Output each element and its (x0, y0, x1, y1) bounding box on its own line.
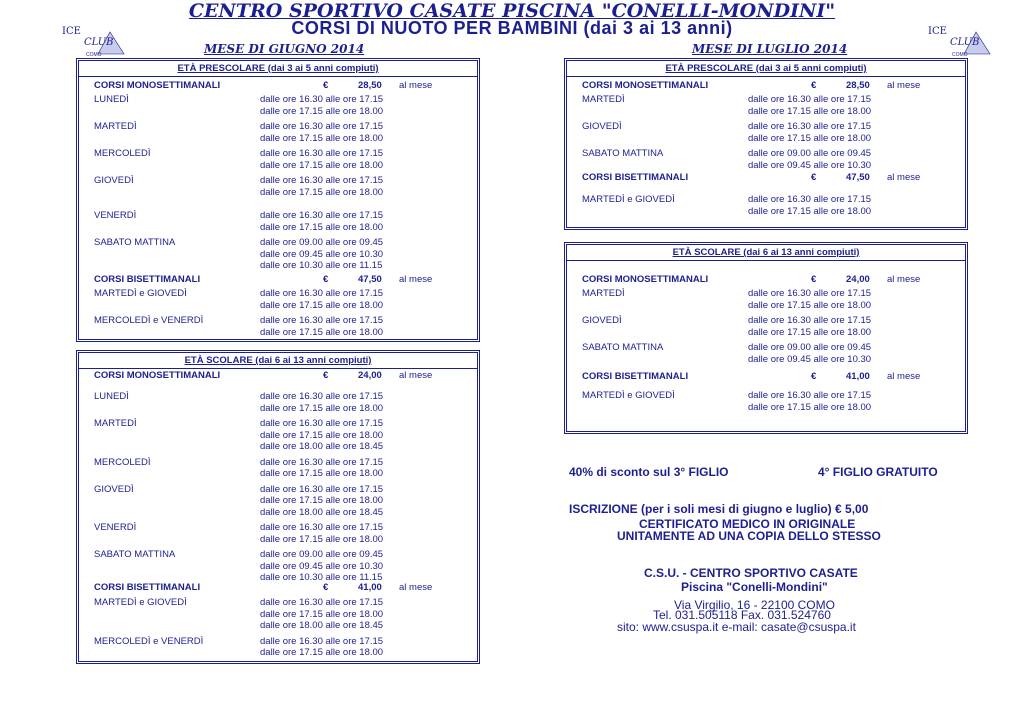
day-label: VENERDÌ (94, 210, 137, 221)
time-slot: dalle ore 16.30 alle ore 17.15 (260, 483, 384, 495)
price-value: 24,00 (846, 274, 870, 285)
contact-web-email[interactable]: sito: www.csuspa.it e-mail: casate@csuspa.it (617, 620, 856, 634)
time-slot: dalle ore 09.45 alle ore 10.30 (260, 248, 384, 260)
logo-ice-text: ICE (62, 26, 81, 37)
june-prescolare-box (76, 58, 480, 342)
time-slot: dalle ore 16.30 alle ore 17.15 (260, 391, 384, 402)
day-label: GIOVEDÌ (582, 121, 622, 132)
section-header: ETÀ PRESCOLARE (dai 3 ai 5 anni compiuti) (665, 63, 867, 74)
course-type-label: CORSI MONOSETTIMANALI (582, 274, 709, 285)
day-label: MARTEDÌ (582, 94, 625, 105)
time-slot: dalle ore 16.30 alle ore 17.15 (260, 522, 384, 533)
time-slot: dalle ore 16.30 alle ore 17.15 (260, 148, 384, 159)
price-value: 24,00 (358, 370, 382, 381)
section-divider (79, 76, 477, 77)
section-divider (567, 260, 965, 261)
time-slot: dalle ore 17.15 alle ore 18.00 (748, 299, 872, 311)
time-slot: dalle ore 18.00 alle ore 18.45 (260, 620, 384, 631)
month-label-june: MESE DI GIUGNO 2014 (204, 42, 365, 56)
page-title: CENTRO SPORTIVO CASATE PISCINA "CONELLI-MONDINI" (188, 0, 836, 22)
price-value: 41,00 (846, 371, 870, 382)
time-slot: dalle ore 16.30 alle ore 17.15 (748, 390, 872, 401)
euro-sign: € (811, 274, 817, 285)
time-slot: dalle ore 17.15 alle ore 18.00 (260, 608, 384, 620)
day-label: MARTEDÌ e GIOVEDÌ (582, 194, 675, 205)
month-label-july: MESE DI LUGLIO 2014 (692, 42, 848, 56)
time-slot: dalle ore 09.00 alle ore 09.45 (260, 549, 384, 560)
time-slot: dalle ore 16.30 alle ore 17.15 (260, 315, 384, 326)
day-label: MARTEDÌ (582, 288, 625, 299)
time-slot: dalle ore 16.30 alle ore 17.15 (748, 288, 872, 299)
time-slot: dalle ore 09.00 alle ore 09.45 (748, 148, 872, 159)
price-unit: al mese (887, 371, 921, 382)
section-header: ETÀ PRESCOLARE (dai 3 ai 5 anni compiuti) (177, 63, 379, 74)
time-slot: dalle ore 10.30 alle ore 11.15 (260, 260, 383, 271)
euro-sign: € (323, 80, 329, 91)
day-label: SABATO MATTINA (94, 549, 176, 560)
time-slot: dalle ore 16.30 alle ore 17.15 (748, 121, 872, 132)
time-slot: dalle ore 09.00 alle ore 09.45 (748, 342, 872, 353)
certificato-note: CERTIFICATO MEDICO IN ORIGINALE (639, 517, 856, 531)
time-slot: dalle ore 17.15 alle ore 18.00 (260, 132, 384, 144)
course-type-label: CORSI BISETTIMANALI (582, 371, 689, 382)
euro-sign: € (811, 371, 817, 382)
time-slot: dalle ore 17.15 alle ore 18.00 (260, 468, 384, 479)
price-value: 28,50 (846, 80, 870, 91)
time-slot: dalle ore 18.00 alle ore 18.45 (260, 506, 384, 518)
price-unit: al mese (399, 370, 433, 381)
price-unit: al mese (887, 274, 921, 285)
time-slot: dalle ore 17.15 alle ore 18.00 (748, 105, 872, 117)
time-slot: dalle ore 16.30 alle ore 17.15 (260, 456, 384, 468)
section-divider (79, 368, 477, 369)
section-header: ETÀ SCOLARE (dai 6 ai 13 anni compiuti) (672, 247, 860, 258)
day-label: MARTEDÌ e GIOVEDÌ (582, 390, 675, 401)
logo-como-text: COMO (86, 52, 102, 58)
day-label: MARTEDÌ e GIOVEDÌ (94, 597, 187, 608)
logo-club-text: CLUB (84, 37, 114, 48)
time-slot: dalle ore 09.45 alle ore 10.30 (748, 159, 872, 171)
course-type-label: CORSI MONOSETTIMANALI (94, 80, 221, 91)
logo-club-text: CLUB (950, 37, 980, 48)
time-slot: dalle ore 17.15 alle ore 18.00 (748, 401, 872, 413)
euro-sign: € (811, 172, 817, 183)
iscrizione-note: ISCRIZIONE (per i soli mesi di giugno e luglio) € 5,00 (569, 502, 869, 516)
unitamente-note: UNITAMENTE AD UNA COPIA DELLO STESSO (617, 529, 881, 543)
day-label: MERCOLEDÌ (94, 148, 151, 159)
day-label: GIOVEDÌ (582, 315, 622, 326)
time-slot: dalle ore 17.15 alle ore 18.00 (748, 205, 872, 217)
day-label: GIOVEDÌ (94, 483, 134, 495)
day-label: MARTEDÌ e GIOVEDÌ (94, 288, 187, 299)
june-scolare-box (76, 350, 480, 664)
day-label: SABATO MATTINA (94, 237, 176, 248)
time-slot: dalle ore 17.15 alle ore 18.00 (748, 132, 872, 144)
time-slot: dalle ore 16.30 alle ore 17.15 (748, 94, 872, 105)
time-slot: dalle ore 16.30 alle ore 17.15 (260, 597, 384, 608)
time-slot: dalle ore 10.30 alle ore 11.15 (260, 572, 383, 583)
price-value: 47,50 (846, 172, 870, 183)
time-slot: dalle ore 17.15 alle ore 18.00 (260, 159, 384, 171)
day-label: MARTEDÌ (94, 418, 137, 429)
logo-ice-text: ICE (928, 26, 947, 37)
time-slot: dalle ore 17.15 alle ore 18.00 (260, 495, 384, 506)
price-unit: al mese (399, 80, 433, 91)
day-label: SABATO MATTINA (582, 342, 664, 353)
time-slot: dalle ore 16.30 alle ore 17.15 (260, 288, 384, 299)
time-slot: dalle ore 16.30 alle ore 17.15 (260, 210, 384, 221)
contact-piscina: Piscina "Conelli-Mondini" (681, 580, 828, 594)
time-slot: dalle ore 16.30 alle ore 17.15 (260, 121, 384, 132)
price-value: 41,00 (358, 582, 382, 593)
day-label: MERCOLEDÌ e VENERDÌ (94, 635, 204, 647)
time-slot: dalle ore 09.45 alle ore 10.30 (748, 353, 872, 365)
course-type-label: CORSI BISETTIMANALI (582, 172, 689, 183)
day-label: MARTEDÌ (94, 121, 137, 132)
page-subtitle: CORSI DI NUOTO PER BAMBINI (dai 3 ai 13 anni) (291, 18, 733, 38)
course-type-label: CORSI BISETTIMANALI (94, 274, 201, 285)
time-slot: dalle ore 17.15 alle ore 18.00 (260, 533, 384, 545)
euro-sign: € (323, 370, 329, 381)
euro-sign: € (811, 80, 817, 91)
time-slot: dalle ore 16.30 alle ore 17.15 (260, 418, 384, 429)
time-slot: dalle ore 17.15 alle ore 18.00 (260, 402, 384, 414)
day-label: LUNEDÌ (94, 391, 129, 402)
euro-sign: € (323, 274, 329, 285)
time-slot: dalle ore 17.15 alle ore 18.00 (748, 326, 872, 338)
contact-phone: Tel. 031.505118 Fax. 031.524760 (653, 608, 831, 622)
euro-sign: € (323, 582, 329, 593)
july-scolare-box (564, 242, 968, 434)
course-type-label: CORSI BISETTIMANALI (94, 582, 201, 593)
day-label: MERCOLEDÌ (94, 456, 151, 468)
time-slot: dalle ore 17.15 alle ore 18.00 (260, 299, 384, 311)
price-unit: al mese (399, 274, 433, 285)
time-slot: dalle ore 17.15 alle ore 18.00 (260, 326, 384, 338)
discount-note: 40% di sconto sul 3° FIGLIO (569, 465, 729, 479)
price-unit: al mese (887, 80, 921, 91)
time-slot: dalle ore 16.30 alle ore 17.15 (260, 175, 384, 186)
time-slot: dalle ore 16.30 alle ore 17.15 (748, 315, 872, 326)
time-slot: dalle ore 16.30 alle ore 17.15 (748, 194, 872, 205)
time-slot: dalle ore 09.45 alle ore 10.30 (260, 560, 384, 572)
free-child-note: 4° FIGLIO GRATUITO (818, 465, 938, 479)
contact-org: C.S.U. - CENTRO SPORTIVO CASATE (644, 566, 858, 580)
day-label: MERCOLEDÌ e VENERDÌ (94, 315, 204, 326)
contact-address: Via Virgilio, 16 - 22100 COMO (674, 598, 835, 612)
price-value: 28,50 (358, 80, 382, 91)
course-type-label: CORSI MONOSETTIMANALI (94, 370, 221, 381)
time-slot: dalle ore 16.30 alle ore 17.15 (260, 635, 384, 647)
time-slot: dalle ore 17.15 alle ore 18.00 (260, 186, 384, 198)
time-slot: dalle ore 16.30 alle ore 17.15 (260, 94, 384, 105)
section-header: ETÀ SCOLARE (dai 6 ai 13 anni compiuti) (184, 355, 372, 366)
day-label: GIOVEDÌ (94, 175, 134, 186)
day-label: SABATO MATTINA (582, 148, 664, 159)
section-divider (567, 76, 965, 77)
time-slot: dalle ore 17.15 alle ore 18.00 (260, 647, 384, 658)
price-unit: al mese (887, 172, 921, 183)
time-slot: dalle ore 09.00 alle ore 09.45 (260, 237, 384, 248)
time-slot: dalle ore 18.00 alle ore 18.45 (260, 441, 384, 452)
course-type-label: CORSI MONOSETTIMANALI (582, 80, 709, 91)
day-label: LUNEDÌ (94, 94, 129, 105)
time-slot: dalle ore 17.15 alle ore 18.00 (260, 221, 384, 233)
time-slot: dalle ore 17.15 alle ore 18.00 (260, 429, 384, 441)
july-prescolare-box (564, 58, 968, 230)
price-unit: al mese (399, 582, 433, 593)
logo-como-text: COMO (952, 52, 968, 58)
price-value: 47,50 (358, 274, 382, 285)
day-label: VENERDÌ (94, 522, 137, 533)
time-slot: dalle ore 17.15 alle ore 18.00 (260, 105, 384, 117)
